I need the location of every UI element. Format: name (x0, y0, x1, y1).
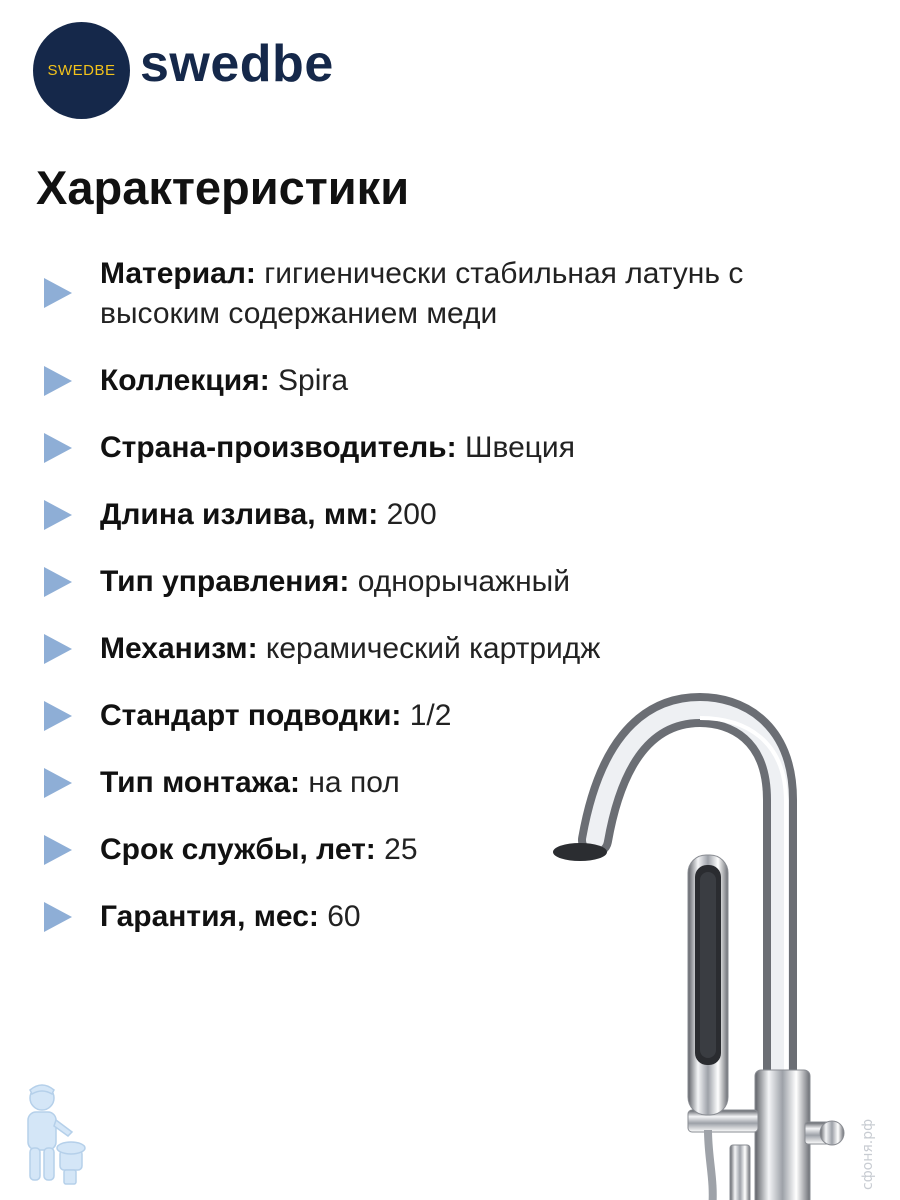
page-title: Характеристики (36, 161, 410, 214)
spec-label: Срок службы, лет: (100, 833, 376, 866)
spec-value: Швеция (464, 431, 575, 464)
spec-value: гигиенически стабильная латунь с высоким содержанием меди (100, 257, 744, 330)
spec-label: Стандарт подводки: (100, 699, 402, 732)
spec-label: Тип управления: (100, 565, 350, 598)
brand-name: swedbe (140, 35, 334, 93)
spec-value: 1/2 (409, 699, 452, 732)
logo-badge-text: SWEDBE (47, 62, 116, 79)
spec-item-mechanism (100, 629, 860, 669)
spec-label: Гарантия, мес: (100, 900, 319, 933)
spec-value: однорычажный (357, 565, 571, 598)
spec-label: Механизм: (100, 632, 258, 665)
watermark: сфоня.рф (860, 1118, 876, 1190)
faucet-image (540, 690, 860, 1200)
spec-label: Страна-производитель: (100, 431, 457, 464)
triangle-bullet-icon (44, 902, 72, 932)
spec-item-collection (100, 361, 860, 401)
spec-value: 25 (384, 833, 418, 866)
spec-value: 200 (386, 498, 437, 531)
spec-label: Коллекция: (100, 364, 270, 397)
triangle-bullet-icon (44, 366, 72, 396)
spec-label: Длина излива, мм: (100, 498, 379, 531)
spec-item-spout-length (100, 495, 860, 535)
spec-value: Spira (278, 364, 349, 397)
spec-item-control-type (100, 562, 860, 602)
plumber-mascot-icon (8, 1080, 88, 1190)
triangle-bullet-icon (44, 278, 72, 308)
spec-value: 60 (327, 900, 361, 933)
triangle-bullet-icon (44, 500, 72, 530)
spec-value: на пол (308, 766, 400, 799)
spec-value: керамический картридж (265, 632, 601, 665)
triangle-bullet-icon (44, 835, 72, 865)
spec-item-material (100, 254, 860, 334)
triangle-bullet-icon (44, 433, 72, 463)
triangle-bullet-icon (44, 768, 72, 798)
triangle-bullet-icon (44, 567, 72, 597)
triangle-bullet-icon (44, 634, 72, 664)
spec-label: Тип монтажа: (100, 766, 301, 799)
spec-label: Материал: (100, 257, 256, 290)
triangle-bullet-icon (44, 701, 72, 731)
spec-item-country (100, 428, 860, 468)
